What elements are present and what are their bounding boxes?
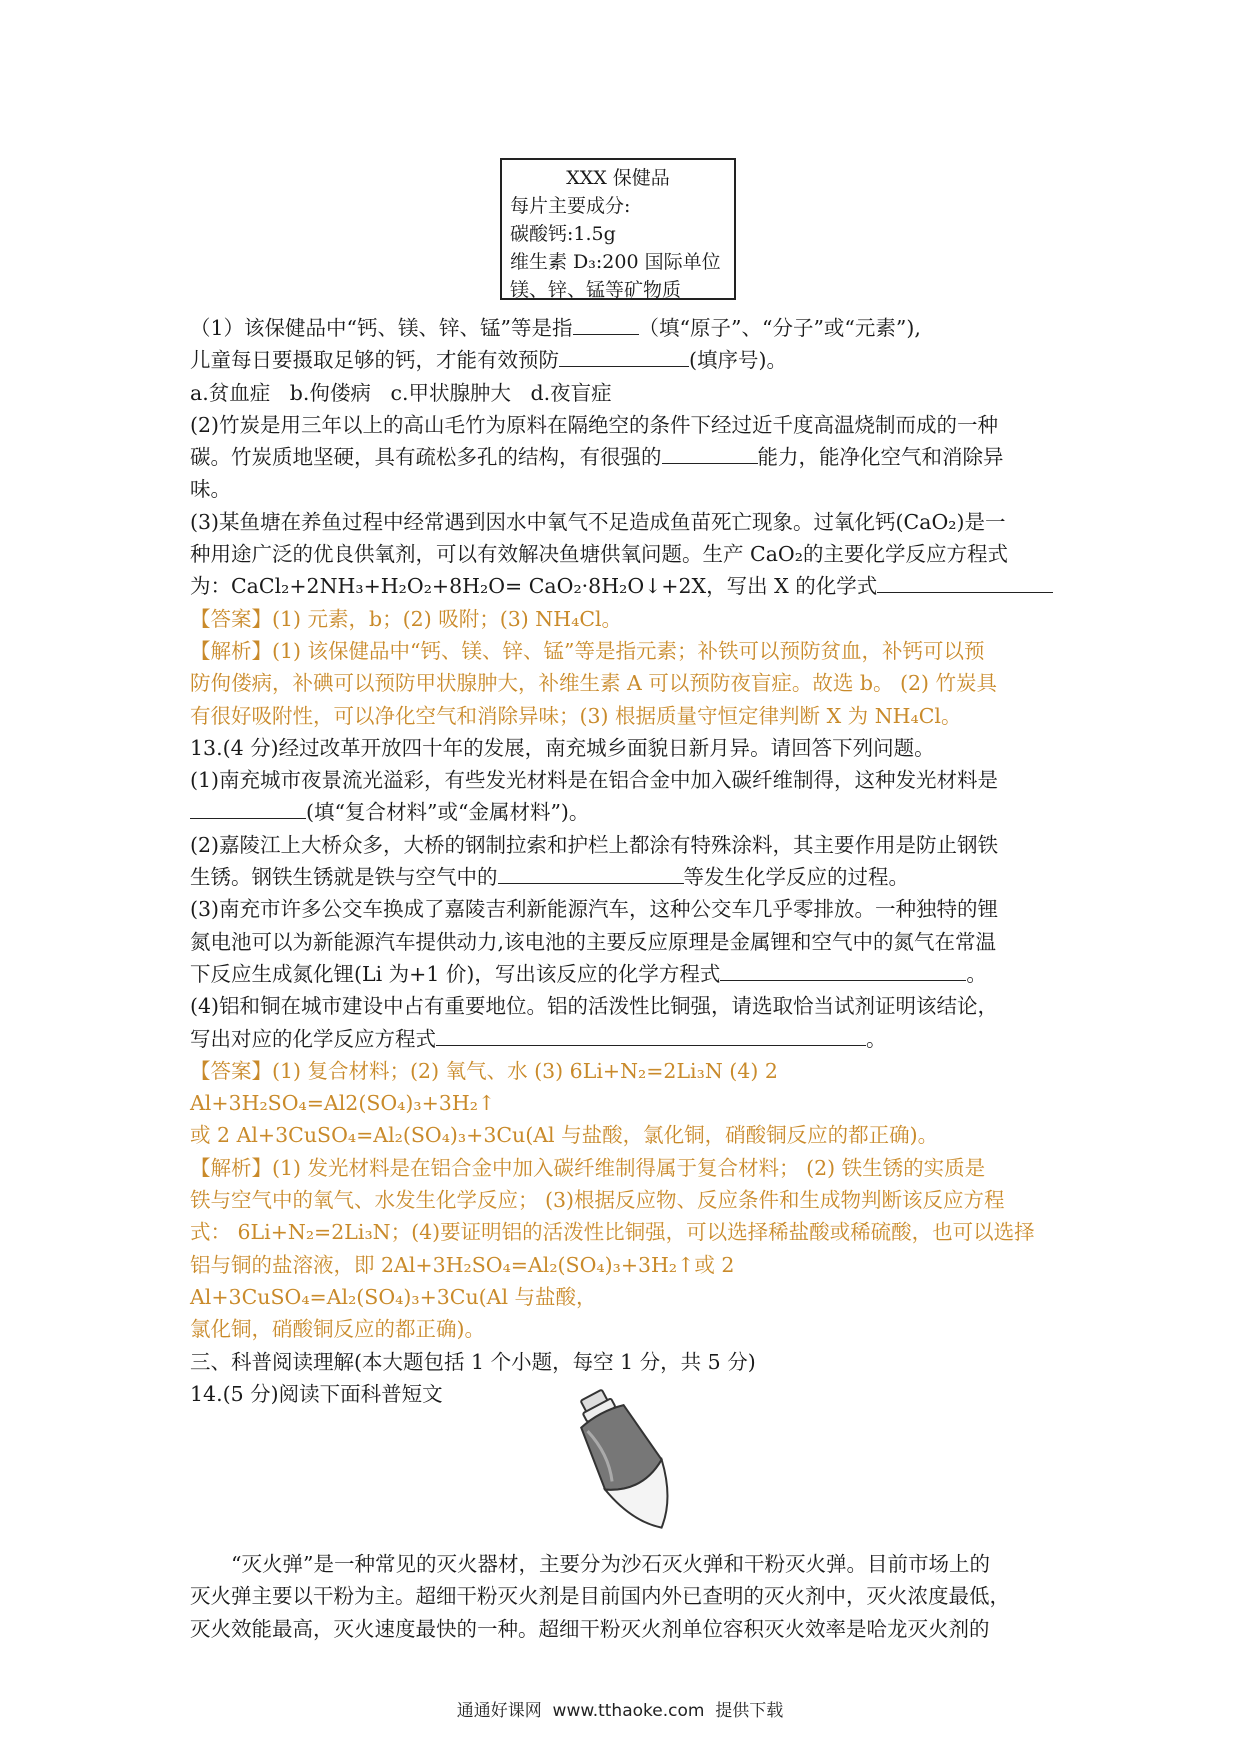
q13-analysis-line: 氯化铜，硝酸铜反应的都正确)。 (190, 1317, 485, 1342)
section-heading: 三、科普阅读理解(本大题包括 1 个小题，每空 1 分，共 5 分) (190, 1349, 756, 1374)
product-label-line: 每片主要成分: (510, 195, 631, 217)
product-label-line: 镁、锌、锰等矿物质 (510, 279, 682, 301)
q13-heading: 13.(4 分)经过改革开放四十年的发展，南充城乡面貌日新月异。请回答下列问题。 (190, 735, 935, 760)
product-label-title: XXX 保健品 (566, 167, 670, 189)
q13-analysis-line: 式： 6Li+N₂=2Li₃N；(4)要证明铝的活泼性比铜强，可以选择稀盐酸或稀硫酸，也可以选择 (190, 1220, 1035, 1245)
answer-blank[interactable] (573, 314, 639, 335)
product-label-line: 维生素 D₃:200 国际单位 (510, 251, 721, 273)
q13-part3-line1: (3)南充市许多公交车换成了嘉陵吉利新能源汽车，这种公交车几乎零排放。一种独特的锂 (190, 897, 999, 922)
q13-part4-line2: 写出对应的化学反应方程式 。 (190, 1026, 887, 1051)
product-label-line: 碳酸钙:1.5g (510, 223, 616, 245)
article-line: “灭火弹”是一种常见的灭火器材，主要分为沙石灭火弹和干粉灭火弹。目前市场上的 (231, 1552, 990, 1576)
q12-analysis-line: 有很好吸附性，可以净化空气和消除异味；(3) 根据质量守恒定律判断 X 为 NH₄Cl。 (190, 703, 962, 728)
q12-part2-line3: 味。 (190, 477, 231, 502)
article-content (190, 1548, 1056, 1645)
q12-part1-line1: （1）该保健品中“钙、镁、锌、锰”等是指 （填“原子”、“分子”或“元素”), (190, 316, 921, 340)
q14-heading: 14.(5 分)阅读下面科普短文 (190, 1381, 443, 1406)
q13-analysis-line: 【解析】(1) 发光材料是在铝合金中加入碳纤维制得属于复合材料； (2) 铁生锈的实质是 (190, 1155, 986, 1180)
answer-blank[interactable] (436, 1025, 866, 1046)
q13-part2-line1: (2)嘉陵江上大桥众多，大桥的钢制拉索和护栏上都涂有特殊涂料，其主要作用是防止钢铁 (190, 832, 999, 857)
q13-analysis-line: 铁与空气中的氧气、水发生化学反应； (3)根据反应物、反应条件和生成物判断该反应方程 (190, 1188, 1005, 1213)
answer-blank[interactable] (190, 798, 306, 819)
q13-part1-line2: (填“复合材料”或“金属材料”)。 (190, 796, 1056, 828)
q12-part3-line3: 为：CaCl₂+2NH₃+H₂O₂+8H₂O= CaO₂·8H₂O↓+2X，写出 X 的化学式 (190, 570, 1056, 602)
answer-blank[interactable] (498, 863, 684, 884)
answer-blank[interactable] (662, 443, 758, 464)
q13-answer-line: 【答案】(1) 复合材料；(2) 氧气、水 (3) 6Li+N₂=2Li₃N (4) 2 Al+3H₂SO₄=Al2(SO₄)₃+3H₂↑ (190, 1058, 778, 1116)
q12-part2-line2: 碳。竹炭质地坚硬，具有疏松多孔的结构，有很强的 能力，能净化空气和消除异 (190, 445, 1004, 470)
q12-analysis-line: 【解析】(1) 该保健品中“钙、镁、锌、锰”等是指元素；补铁可以预防贫血，补钙可以预 (190, 638, 985, 663)
q13-answer-line: 或 2 Al+3CuSO₄=Al₂(SO₄)₃+3Cu(Al 与盐酸，氯化铜，硝酸铜反应的都正确)。 (190, 1123, 939, 1148)
article-line: 灭火效能最高，灭火速度最快的一种。超细干粉灭火剂单位容积灭火效率是哈龙灭火剂的 (190, 1616, 990, 1641)
q12-part2-line1: (2)竹炭是用三年以上的高山毛竹为原料在隔绝空的条件下经过近千度高温烧制而成的一种 (190, 412, 999, 437)
article-line: 灭火弹主要以干粉为主。超细干粉灭火剂是目前国内外已查明的灭火剂中，灭火浓度最低， (190, 1584, 1010, 1609)
q13-part1-line1: (1)南充城市夜景流光溢彩，有些发光材料是在铝合金中加入碳纤维制得，这种发光材料是 (190, 768, 999, 793)
answer-blank[interactable] (559, 346, 689, 367)
q12-answer: 【答案】(1) 元素，b；(2) 吸附；(3) NH₄Cl。 (190, 606, 623, 631)
page-footer: 通通好课网 www.tthaoke.com 提供下载 (456, 1701, 784, 1721)
q13-analysis-line: 铝与铜的盐溶液，即 2Al+3H₂SO₄=Al₂(SO₄)₃+3H₂↑或 2 Al+3CuSO₄=Al₂(SO₄)₃+3Cu(Al 与盐酸， (190, 1252, 735, 1309)
q12-options: a.贫血症 b.佝偻病 c.甲状腺肿大 d.夜盲症 (190, 380, 612, 405)
q12-part3-line2: 种用途广泛的优良供氧剂，可以有效解决鱼塘供氧问题。生产 CaO₂的主要化学反应方程式 (190, 542, 1008, 567)
q13-part3-line2: 氮电池可以为新能源汽车提供动力,该电池的主要反应原理是金属锂和空气中的氮气在常温 (190, 929, 997, 954)
q12-analysis-line: 防佝偻病，补碘可以预防甲状腺肿大，补维生素 A 可以预防夜盲症。故选 b。 (2) 竹炭具 (190, 671, 998, 696)
answer-blank[interactable] (720, 960, 966, 981)
q12-part3-line1: (3)某鱼塘在养鱼过程中经常遇到因水中氧气不足造成鱼苗死亡现象。过氧化钙(CaO₂)是一 (190, 509, 1006, 534)
q13-part3-line3: 下反应生成氮化锂(Li 为+1 价)，写出该反应的化学方程式 。 (190, 961, 987, 986)
product-label-box (500, 158, 736, 300)
question-content (190, 312, 1056, 1410)
q13-part4-line1: (4)铝和铜在城市建设中占有重要地位。铝的活泼性比铜强，请选取恰当试剂证明该结论， (190, 994, 999, 1019)
fire-extinguisher-ball-image (554, 1375, 704, 1545)
q13-part2-line2: 生锈。钢铁生锈就是铁与空气中的 等发生化学反应的过程。 (190, 865, 909, 890)
q12-part1-line2: 儿童每日要摄取足够的钙，才能有效预防 (填序号)。 (190, 348, 787, 373)
answer-blank[interactable] (877, 572, 1053, 593)
